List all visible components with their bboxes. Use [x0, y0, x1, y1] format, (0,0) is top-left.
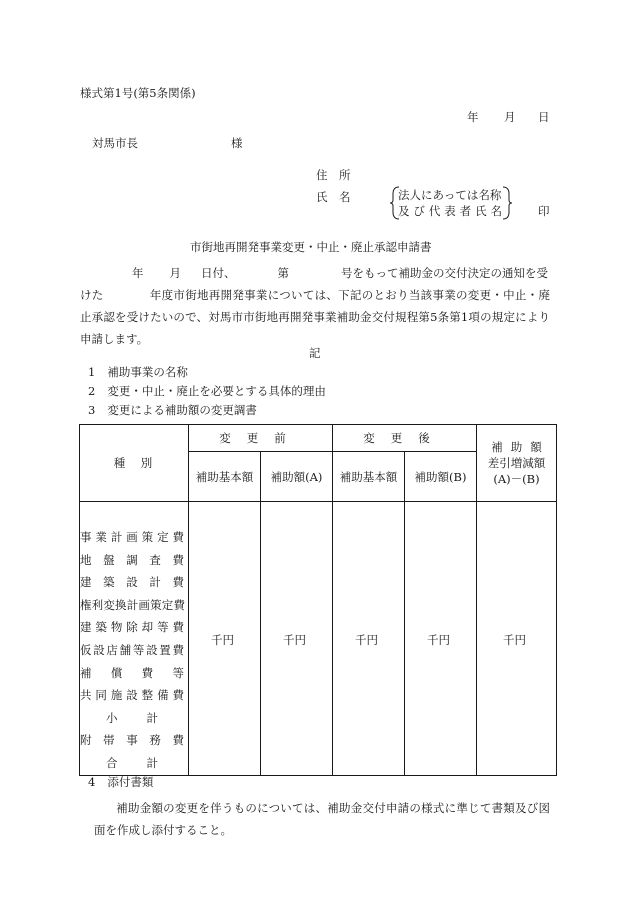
date-month: 月 — [504, 110, 516, 124]
right-bracket — [502, 186, 512, 220]
unit-before-amount: 千円 — [261, 502, 333, 776]
body-line2-start: けた — [80, 288, 104, 302]
before-amount-header: 補助額(A) — [261, 452, 333, 502]
body-month: 月 — [169, 266, 181, 280]
seal-mark: 印 — [538, 204, 550, 218]
category-total: 合計 — [106, 755, 158, 770]
form-number: 様式第1号(第5条関係) — [80, 86, 196, 100]
name-label: 氏 名 — [316, 190, 351, 204]
item-4-heading — [88, 775, 153, 789]
difference-header-line-3: (A)－(B) — [493, 472, 540, 486]
addressee-title: 対馬市長 — [92, 136, 138, 150]
unit-after-base: 千円 — [333, 502, 405, 776]
category-column — [80, 502, 189, 776]
item-2-text: 変更・中止・廃止を必要とする具体的理由 — [107, 384, 326, 398]
category-subtotal: 小計 — [106, 710, 158, 725]
category-item: 建築設計費 — [80, 575, 184, 590]
category-item: 事業計画策定費 — [80, 530, 184, 544]
item-3-number: 3 — [88, 403, 96, 417]
before-header: 変更前 — [189, 425, 333, 452]
category-item: 附帯事務費 — [80, 733, 184, 748]
body-paragraph — [80, 262, 550, 350]
document-title: 市街地再開発事業変更・中止・廃止承認申請書 — [190, 240, 432, 254]
difference-header-line-2: 差引増減額 — [487, 456, 546, 470]
body-number-prefix: 第 — [277, 266, 289, 280]
after-amount-header: 補助額(B) — [405, 452, 477, 502]
corporation-note-2: 及び代表者氏名 — [398, 204, 502, 218]
item-1 — [88, 365, 188, 379]
category-item: 共同施設整備費 — [80, 688, 184, 703]
item-3-text: 変更による補助額の変更調書 — [107, 403, 257, 417]
body-line1-rest: 号をもって補助金の交付決定の通知を受 — [341, 266, 548, 280]
difference-header-line-1: 補助額 — [491, 440, 550, 454]
category-item: 権利変換計画策定費 — [80, 597, 184, 612]
category-item: 地盤調査費 — [80, 552, 184, 567]
before-base-header: 補助基本額 — [189, 452, 261, 502]
item-4-number: 4 — [88, 775, 96, 789]
difference-header — [477, 425, 557, 502]
unit-after-amount: 千円 — [405, 502, 477, 776]
item-2-number: 2 — [88, 384, 96, 398]
category-item: 補償費等 — [80, 665, 184, 680]
type-header: 種 別 — [80, 425, 189, 502]
address-label: 住 所 — [316, 168, 351, 182]
category-item: 仮設店舗等設置費 — [80, 642, 184, 657]
body-day: 日付、 — [201, 266, 236, 280]
item-1-number: 1 — [88, 365, 96, 379]
item-4-text: 補助金額の変更を伴うものについては、補助金交付申請の様式に準じて書類及び図面を作成し添付すること。 — [94, 801, 550, 837]
item-2 — [88, 384, 326, 398]
date-year: 年 — [467, 110, 479, 124]
corporation-note-1: 法人にあっては名称 — [398, 188, 502, 202]
unit-difference: 千円 — [477, 502, 557, 776]
item-1-text: 補助事業の名称 — [107, 365, 188, 379]
subsidy-change-table — [79, 424, 557, 776]
body-year: 年 — [132, 266, 144, 280]
category-item: 建築物除却等費 — [80, 620, 184, 635]
ki-heading: 記 — [309, 346, 321, 360]
after-header: 変更後 — [333, 425, 477, 452]
item-3 — [88, 403, 257, 417]
after-base-header: 補助基本額 — [333, 452, 405, 502]
item-4-title: 添付書類 — [107, 775, 154, 789]
body-line2-rest: 年度市街地再開発事業については、下記のとおり当該事業の変更・中止・廃止承認を受けたいので、対馬市市街地再開発事業補助金交付規程第5条第1項の規定により申請します。 — [80, 288, 550, 346]
unit-before-base: 千円 — [189, 502, 261, 776]
date-day: 日 — [538, 110, 550, 124]
addressee-suffix: 様 — [231, 136, 243, 150]
